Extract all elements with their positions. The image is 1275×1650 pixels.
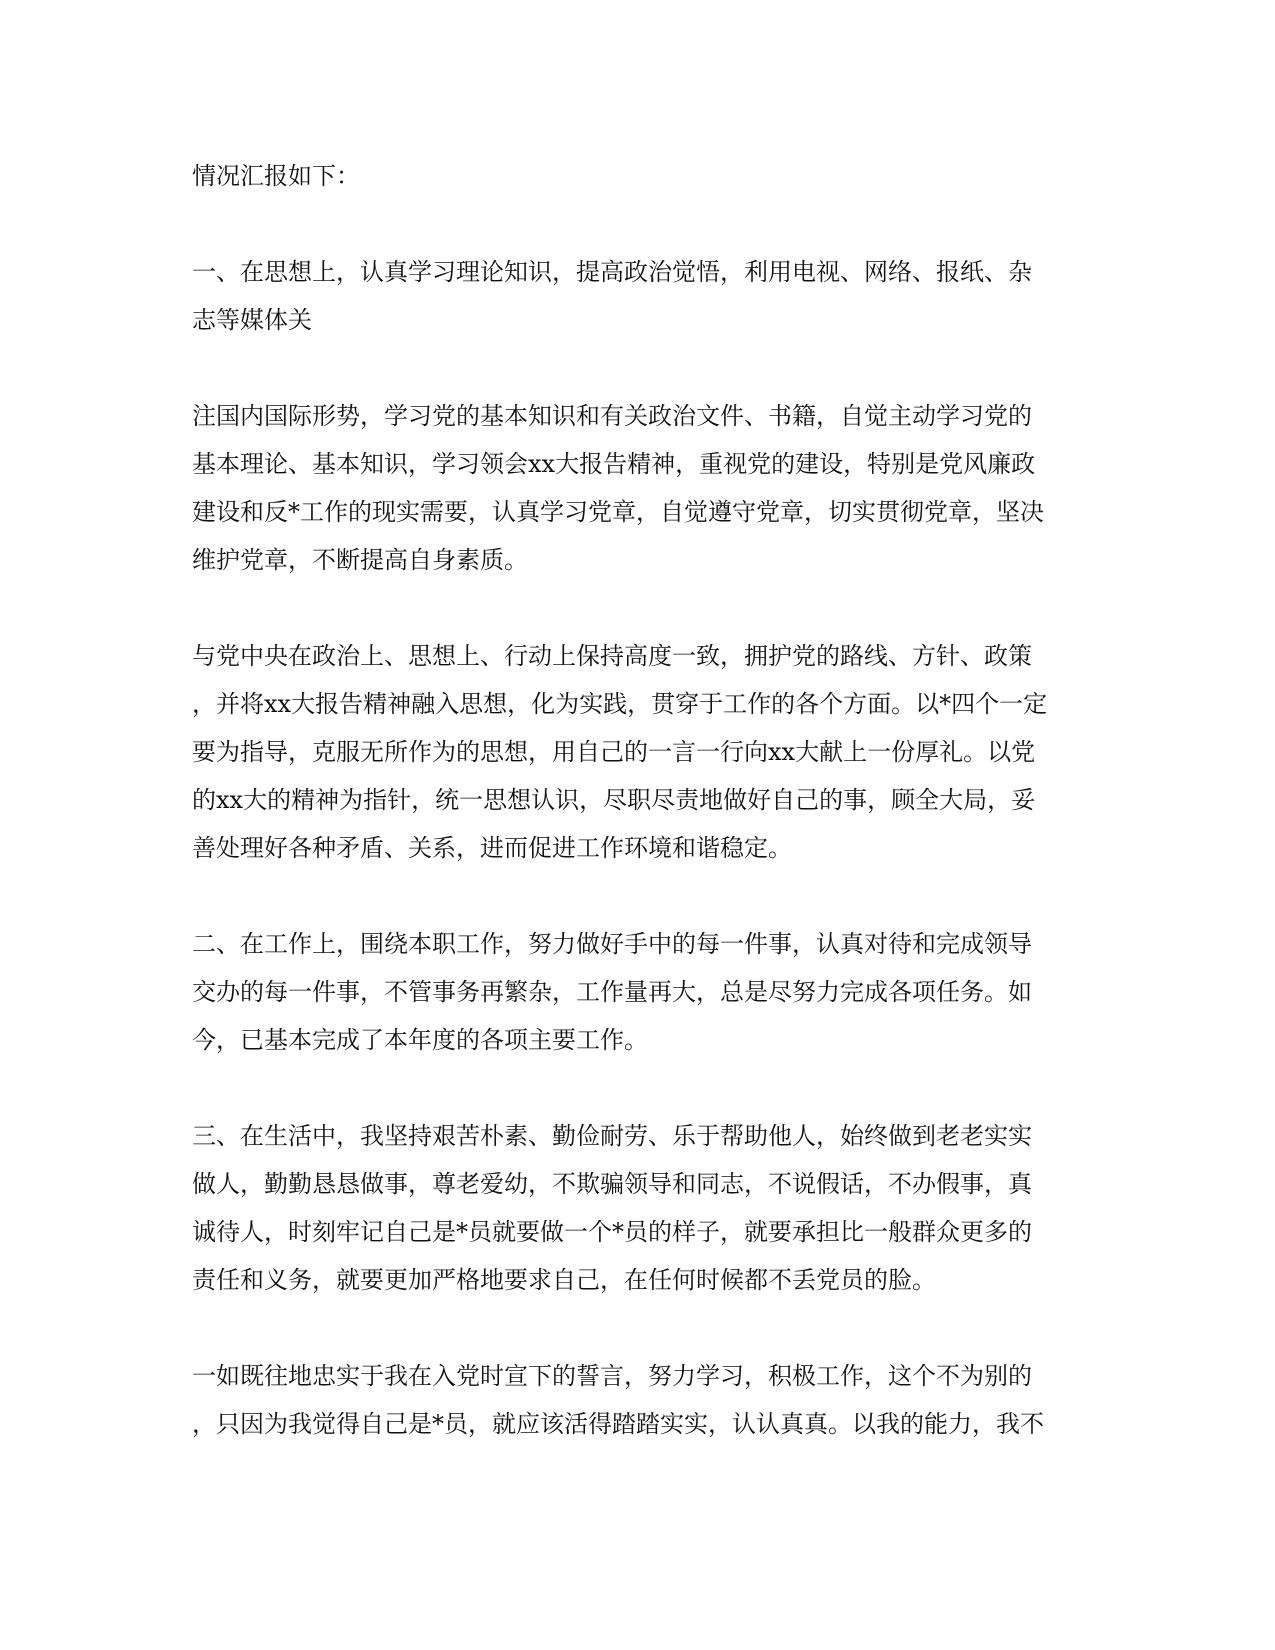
paragraph-section-3 bbox=[192, 1112, 1092, 1304]
text-line: 情况汇报如下： bbox=[192, 162, 360, 190]
paragraph-section-2 bbox=[192, 920, 1092, 1064]
text-line: 诚待人，时刻牢记自己是*员就要做一个*员的样子，就要承担比一般群众更多的 bbox=[192, 1218, 1032, 1246]
text-line: 志等媒体关 bbox=[192, 306, 312, 334]
text-line: 维护党章，不断提高自身素质。 bbox=[192, 546, 528, 574]
paragraph-intro bbox=[192, 152, 1092, 200]
text-line: 建设和反*工作的现实需要，认真学习党章，自觉遵守党章，切实贯彻党章，坚决 bbox=[192, 498, 1044, 526]
text-line: ，只因为我觉得自己是*员，就应该活得踏踏实实，认认真真。以我的能力，我不 bbox=[192, 1410, 1044, 1438]
text-line: 二、在工作上，围绕本职工作，努力做好手中的每一件事，认真对待和完成领导 bbox=[192, 930, 1032, 958]
text-line: 做人，勤勤恳恳做事，尊老爱幼，不欺骗领导和同志，不说假话，不办假事，真 bbox=[192, 1170, 1032, 1198]
paragraph-oath bbox=[192, 1352, 1092, 1448]
text-line: 交办的每一件事，不管事务再繁杂，工作量再大，总是尽努力完成各项任务。如 bbox=[192, 978, 1032, 1006]
document-body bbox=[192, 152, 1092, 1496]
text-line: 基本理论、基本知识，学习领会xx大报告精神，重视党的建设，特别是党风廉政 bbox=[192, 450, 1036, 478]
text-line: 与党中央在政治上、思想上、行动上保持高度一致，拥护党的路线、方针、政策 bbox=[192, 642, 1032, 670]
text-line: 今，已基本完成了本年度的各项主要工作。 bbox=[192, 1026, 648, 1054]
paragraph-study bbox=[192, 392, 1092, 584]
text-line: 注国内国际形势，学习党的基本知识和有关政治文件、书籍，自觉主动学习党的 bbox=[192, 402, 1032, 430]
text-line: 一如既往地忠实于我在入党时宣下的誓言，努力学习，积极工作，这个不为别的 bbox=[192, 1362, 1032, 1390]
text-line: 一、在思想上，认真学习理论知识，提高政治觉悟，利用电视、网络、报纸、杂 bbox=[192, 258, 1032, 286]
text-line: 责任和义务，就要更加严格地要求自己，在任何时候都不丢党员的脸。 bbox=[192, 1266, 936, 1294]
text-line: ，并将xx大报告精神融入思想，化为实践，贯穿于工作的各个方面。以*四个一定 bbox=[192, 690, 1048, 718]
text-line: 的xx大的精神为指针，统一思想认识，尽职尽责地做好自己的事，顾全大局，妥 bbox=[192, 786, 1036, 814]
text-line: 要为指导，克服无所作为的思想，用自己的一言一行向xx大献上一份厚礼。以党 bbox=[192, 738, 1036, 766]
paragraph-alignment bbox=[192, 632, 1092, 872]
paragraph-section-1 bbox=[192, 248, 1092, 344]
text-line: 善处理好各种矛盾、关系，进而促进工作环境和谐稳定。 bbox=[192, 834, 792, 862]
text-line: 三、在生活中，我坚持艰苦朴素、勤俭耐劳、乐于帮助他人，始终做到老老实实 bbox=[192, 1122, 1032, 1150]
